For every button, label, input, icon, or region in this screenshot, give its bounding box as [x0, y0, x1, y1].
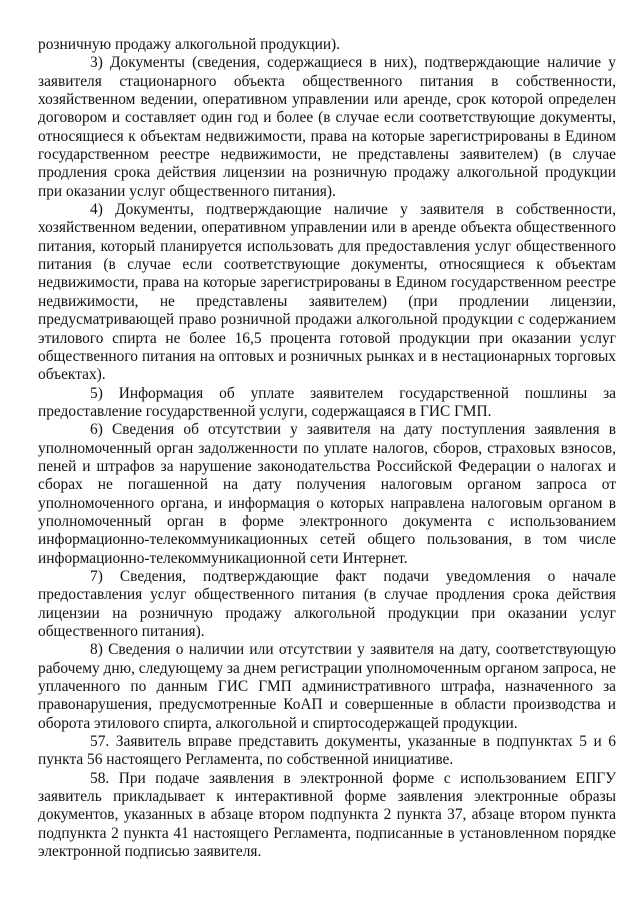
- paragraph-continuation: розничную продажу алкогольной продукции).: [38, 36, 341, 53]
- paragraph-58: 58. При подаче заявления в электронной форме с использованием ЕПГУ заявитель прикладывает к интерактивной форме заявления электронные образы документов, указанных в абзаце втором подпункта 2 пункта 37, абзаце втором пункта подпункта 2 пункта 41 настоящего Регламента, подписанные в установленном порядке электронной подписью заявителя.: [38, 769, 616, 861]
- paragraph-item-7: 7) Сведения, подтверждающие факт подачи уведомления о начале предоставления услуг общественного питания (в случае продления срока действия лицензии на розничную продажу алкогольной продукции при оказании услуг общественного питания).: [38, 567, 616, 640]
- paragraph-item-4: 4) Документы, подтверждающие наличие у заявителя в собственности, хозяйственном ведении, оперативном управлении или в аренде объекта общественного питания, который планируется использовать для предоставления услуг общественного питания (в случае если соответствующие документы, относящиеся к объектам недвижимости, права на которые зарегистрированы в Едином государственном реестре недвижимости, не представлены заявителем) (при продлении лицензии, предусматривающей право розничной продажи алкогольной продукции с содержанием этилового спирта не более 16,5 процента готовой продукции при оказании услуг общественного питания на оптовых и розничных рынках и в нестационарных торговых объектах).: [38, 201, 616, 384]
- paragraph-item-8: 8) Сведения о наличии или отсутствии у заявителя на дату, соответствующую рабочему дню, следующему за днем регистрации уполномоченным органом запроса, не уплаченного по данным ГИС ГМП административного штрафа, назначенного за правонарушения, предусмотренные КоАП и совершенные в области производства и оборота этилового спирта, алкогольной и спиртосодержащей продукции.: [38, 641, 616, 732]
- paragraph-item-3: 3) Документы (сведения, содержащиеся в них), подтверждающие наличие у заявителя стационарного объекта общественного питания в собственности, хозяйственном ведении, оперативном управлении или аренде, срок которой определен договором и составляет один год и более (в случае если соответствующие документы, относящиеся к объектам недвижимости, права на которые зарегистрированы в Едином государственном реестре недвижимости, не представлены заявителем) (в случае продления срока действия лицензии на розничную продажу алкогольной продукции при оказании услуг общественного питания).: [38, 54, 616, 200]
- paragraph-item-5: 5) Информация об уплате заявителем государственной пошлины за предоставление государственной услуги, содержащаяся в ГИС ГМП.: [38, 384, 616, 420]
- paragraph-item-6: 6) Сведения об отсутствии у заявителя на дату поступления заявления в уполномоченный орган задолженности по уплате налогов, сборов, страховых взносов, пеней и штрафов за нарушение законодательства Российской Федерации о налогах и сборах не погашенной на дату получения налоговым органом запроса от уполномоченного органа, и информация о которых направлена налоговым органом в уполномоченный орган в форме электронного документа с использованием информационно-телекоммуникационных сетей общего пользования, в том числе информационно-телекоммуникационной сети Интернет.: [38, 421, 616, 567]
- paragraph-57: 57. Заявитель вправе представить документы, указанные в подпунктах 5 и 6 пункта 56 настоящего Регламента, по собственной инициативе.: [38, 733, 616, 769]
